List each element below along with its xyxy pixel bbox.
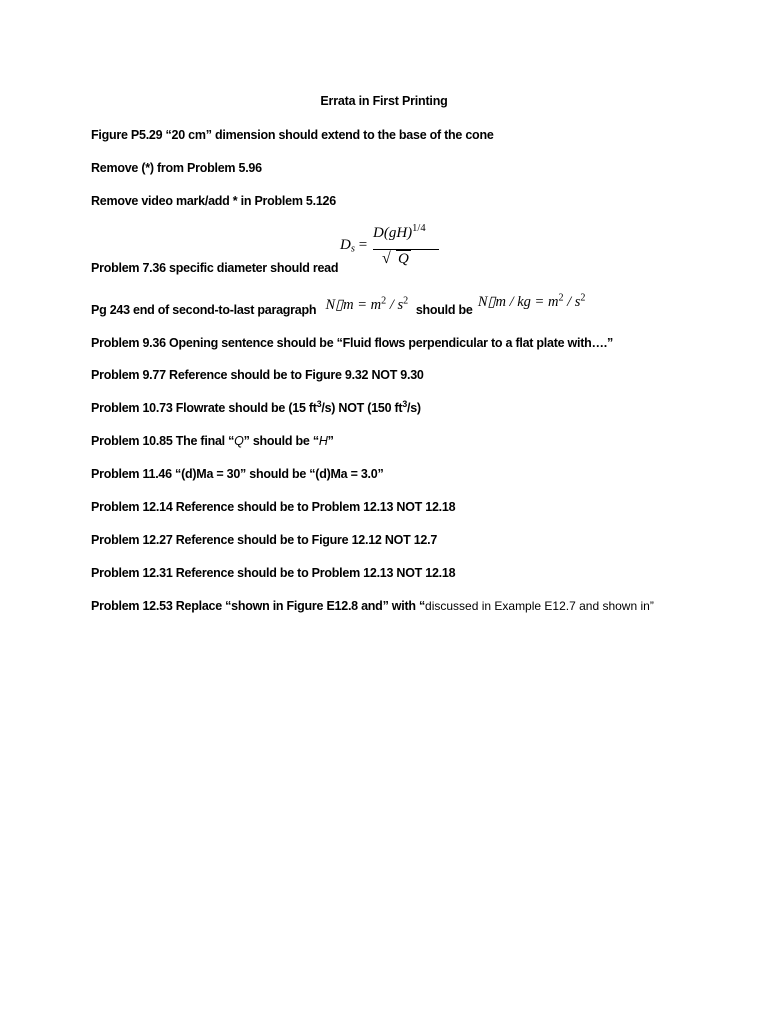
errata-line-problem-7-36: Problem 7.36 specific diameter should read: [91, 261, 339, 275]
errata-line-problem-12-14: Problem 12.14 Reference should be to Problem 12.13 NOT 12.18: [91, 500, 456, 514]
equation-numerator: D(gH)$^{1/4}$: [373, 223, 426, 241]
errata-line-problem-9-77: Problem 9.77 Reference should be to Figure 9.32 NOT 9.30: [91, 368, 424, 382]
errata-line-problem-10-85: Problem 10.85 The final “Q” should be “H”: [91, 434, 334, 448]
errata-line-problem-12-27: Problem 12.27 Reference should be to Figure 12.12 NOT 12.7: [91, 533, 438, 547]
errata-line-problem-12-31: Problem 12.31 Reference should be to Problem 12.13 NOT 12.18: [91, 566, 456, 580]
square-root-sign: √: [382, 250, 391, 267]
errata-line-problem-5-96: Remove (*) from Problem 5.96: [91, 161, 262, 175]
errata-line-problem-11-46: Problem 11.46 “(d)Ma = 30” should be “(d)Ma = 3.0”: [91, 467, 384, 481]
equation-lhs: $D_s$ =: [340, 237, 368, 255]
errata-line-problem-12-53: Problem 12.53 Replace “shown in Figure E12.8 and” with “discussed in Example E12.7 and shown in”: [91, 599, 654, 613]
document-title: Errata in First Printing: [320, 94, 448, 108]
errata-line-page-243: Pg 243 end of second-to-last paragraph N▯m = $m^2 / s^2$ should be N▯m / kg = $m^2 / s^2$: [91, 292, 586, 317]
errata-line-problem-10-73: Problem 10.73 Flowrate should be (15 $ft^3/s$) NOT (150 $ft^3/s$): [91, 399, 421, 415]
errata-line-figure-p5-29: Figure P5.29 “20 cm” dimension should extend to the base of the cone: [91, 128, 494, 142]
incorrect-unit-equation: N▯m = $m^2 / s^2$: [325, 295, 409, 313]
corrected-unit-equation: N▯m / kg = $m^2 / s^2$: [477, 292, 586, 310]
specific-diameter-equation: $D_s$ = D(gH)$^{1/4}$ √ Q: [340, 224, 450, 276]
errata-line-problem-5-126: Remove video mark/add * in Problem 5.126: [91, 194, 336, 208]
errata-line-problem-9-36: Problem 9.36 Opening sentence should be “Fluid flows perpendicular to a flat plate with….”: [91, 336, 614, 350]
